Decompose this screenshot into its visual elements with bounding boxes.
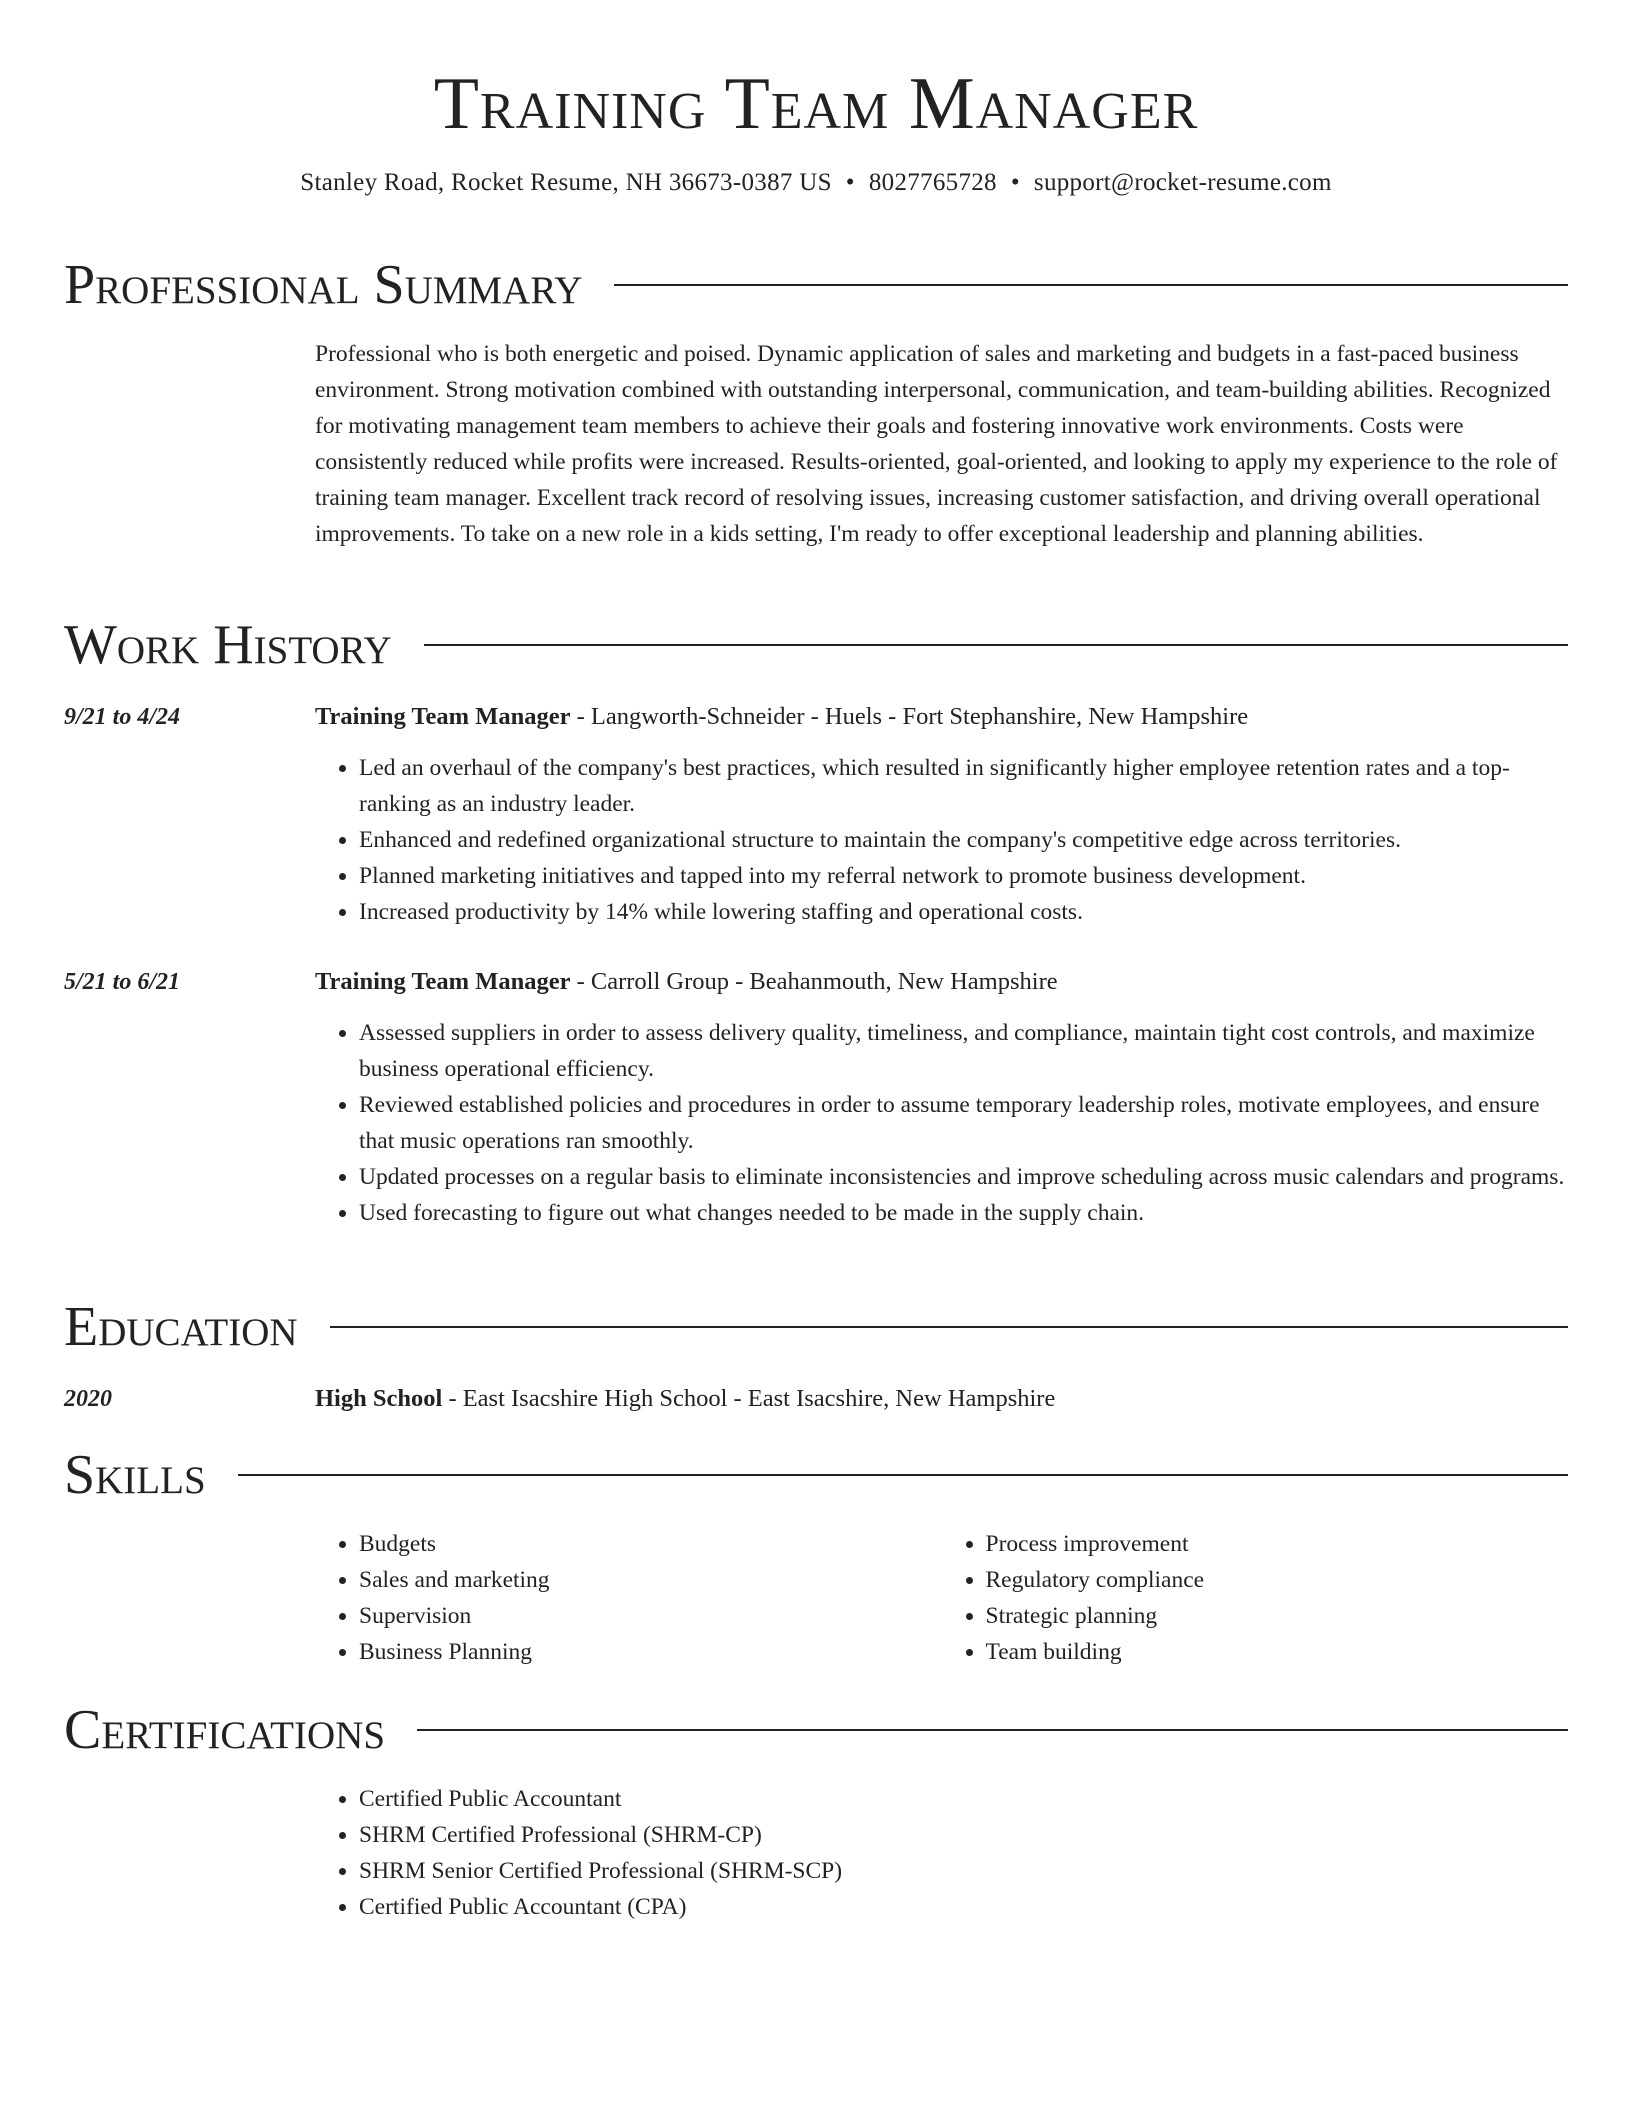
resume-page <box>64 0 1568 1920</box>
list-item: • Planned marketing initiatives and tapped into my referral network to promote business development. <box>359 858 1568 894</box>
section-header-summary <box>64 255 1568 315</box>
job-title: Training Team Manager <box>315 968 571 995</box>
job-heading <box>315 700 1568 734</box>
list-item: • Team building <box>986 1634 1569 1670</box>
section-title: Certifications <box>64 1699 386 1761</box>
email-link[interactable]: support@rocket-resume.com <box>1033 169 1332 196</box>
job-title: Training Team Manager <box>315 703 571 730</box>
list-item: • Reviewed established policies and procedures in order to assume temporary leadership roles, motivate employees, and ensure that music operations ran smoothly. <box>359 1087 1568 1159</box>
section-title: Skills <box>64 1444 206 1506</box>
job-bullets <box>315 750 1568 930</box>
list-item: • SHRM Certified Professional (SHRM-CP) <box>359 1817 1568 1853</box>
address: Stanley Road, Rocket Resume, NH 36673-0387 US <box>300 169 832 196</box>
education-degree: High School <box>315 1385 443 1412</box>
job-dates: 5/21 to 6/21 <box>64 969 181 995</box>
section-divider <box>424 644 1568 646</box>
job-dates: 9/21 to 4/24 <box>64 704 181 730</box>
section-header-work-history <box>64 615 1568 675</box>
education-details: - East Isacshire High School - East Isacshire, New Hampshire <box>442 1385 1056 1412</box>
section-divider <box>330 1326 1568 1328</box>
section-title: Professional Summary <box>64 254 583 316</box>
list-item: • Used forecasting to figure out what changes needed to be made in the supply chain. <box>359 1195 1568 1231</box>
section-divider <box>238 1474 1568 1476</box>
list-item: • Budgets <box>359 1526 942 1562</box>
education-heading <box>315 1382 1568 1416</box>
job-details: - Langworth-Schneider - Huels - Fort Stephanshire, New Hampshire <box>570 703 1249 730</box>
list-item: • Supervision <box>359 1598 942 1634</box>
section-divider <box>417 1729 1568 1731</box>
section-header-education <box>64 1297 1568 1357</box>
phone: 8027765728 <box>868 169 997 196</box>
section-header-certifications <box>64 1700 1568 1760</box>
job-bullets <box>315 1015 1568 1231</box>
list-item: • Increased productivity by 14% while lowering staffing and operational costs. <box>359 894 1568 930</box>
skills-list-left <box>315 1526 942 1670</box>
separator-dot: • <box>1010 169 1020 196</box>
list-item: • Updated processes on a regular basis to eliminate inconsistencies and improve scheduling across music calendars and programs. <box>359 1159 1568 1195</box>
list-item: • Business Planning <box>359 1634 942 1670</box>
list-item: • Enhanced and redefined organizational structure to maintain the company's competitive edge across territories. <box>359 822 1568 858</box>
job-heading <box>315 965 1568 999</box>
list-item: • SHRM Senior Certified Professional (SHRM-SCP) <box>359 1853 1568 1889</box>
education-year: 2020 <box>64 1386 112 1412</box>
separator-dot: • <box>845 169 855 196</box>
list-item: • Regulatory compliance <box>986 1562 1569 1598</box>
section-title: Education <box>64 1296 298 1358</box>
skills-list-right <box>942 1526 1569 1670</box>
summary-text: Professional who is both energetic and poised. Dynamic application of sales and marketing and budgets in a fast-paced business environment. Strong motivation combined with outstanding interpersonal, communication, and team-building abilities. Recognized for motivating management team members to achieve their goals and fostering innovative work environments. Costs were consistently reduced while profits were increased. Results-oriented, goal-oriented, and looking to apply my experience to the role of training team manager. Excellent track record of resolving issues, increasing customer satisfaction, and driving overall operational improvements. To take on a new role in a kids setting, I'm ready to offer exceptional leadership and planning abilities. <box>315 341 1558 547</box>
job-details: - Carroll Group - Beahanmouth, New Hampshire <box>570 968 1058 995</box>
contact-line <box>64 166 1568 200</box>
list-item: • Strategic planning <box>986 1598 1569 1634</box>
list-item: • Led an overhaul of the company's best practices, which resulted in significantly higher employee retention rates and a top-ranking as an industry leader. <box>359 750 1568 822</box>
certifications-list <box>315 1781 1568 1925</box>
section-title: Work History <box>64 614 392 676</box>
page-title: Training Team Manager <box>433 63 1199 145</box>
list-item: • Certified Public Accountant (CPA) <box>359 1889 1568 1925</box>
section-header-skills <box>64 1445 1568 1505</box>
list-item: • Sales and marketing <box>359 1562 942 1598</box>
list-item: • Assessed suppliers in order to assess delivery quality, timeliness, and compliance, maintain tight cost controls, and maximize business operational efficiency. <box>359 1015 1568 1087</box>
list-item: • Process improvement <box>986 1526 1569 1562</box>
section-divider <box>614 284 1568 286</box>
list-item: • Certified Public Accountant <box>359 1781 1568 1817</box>
